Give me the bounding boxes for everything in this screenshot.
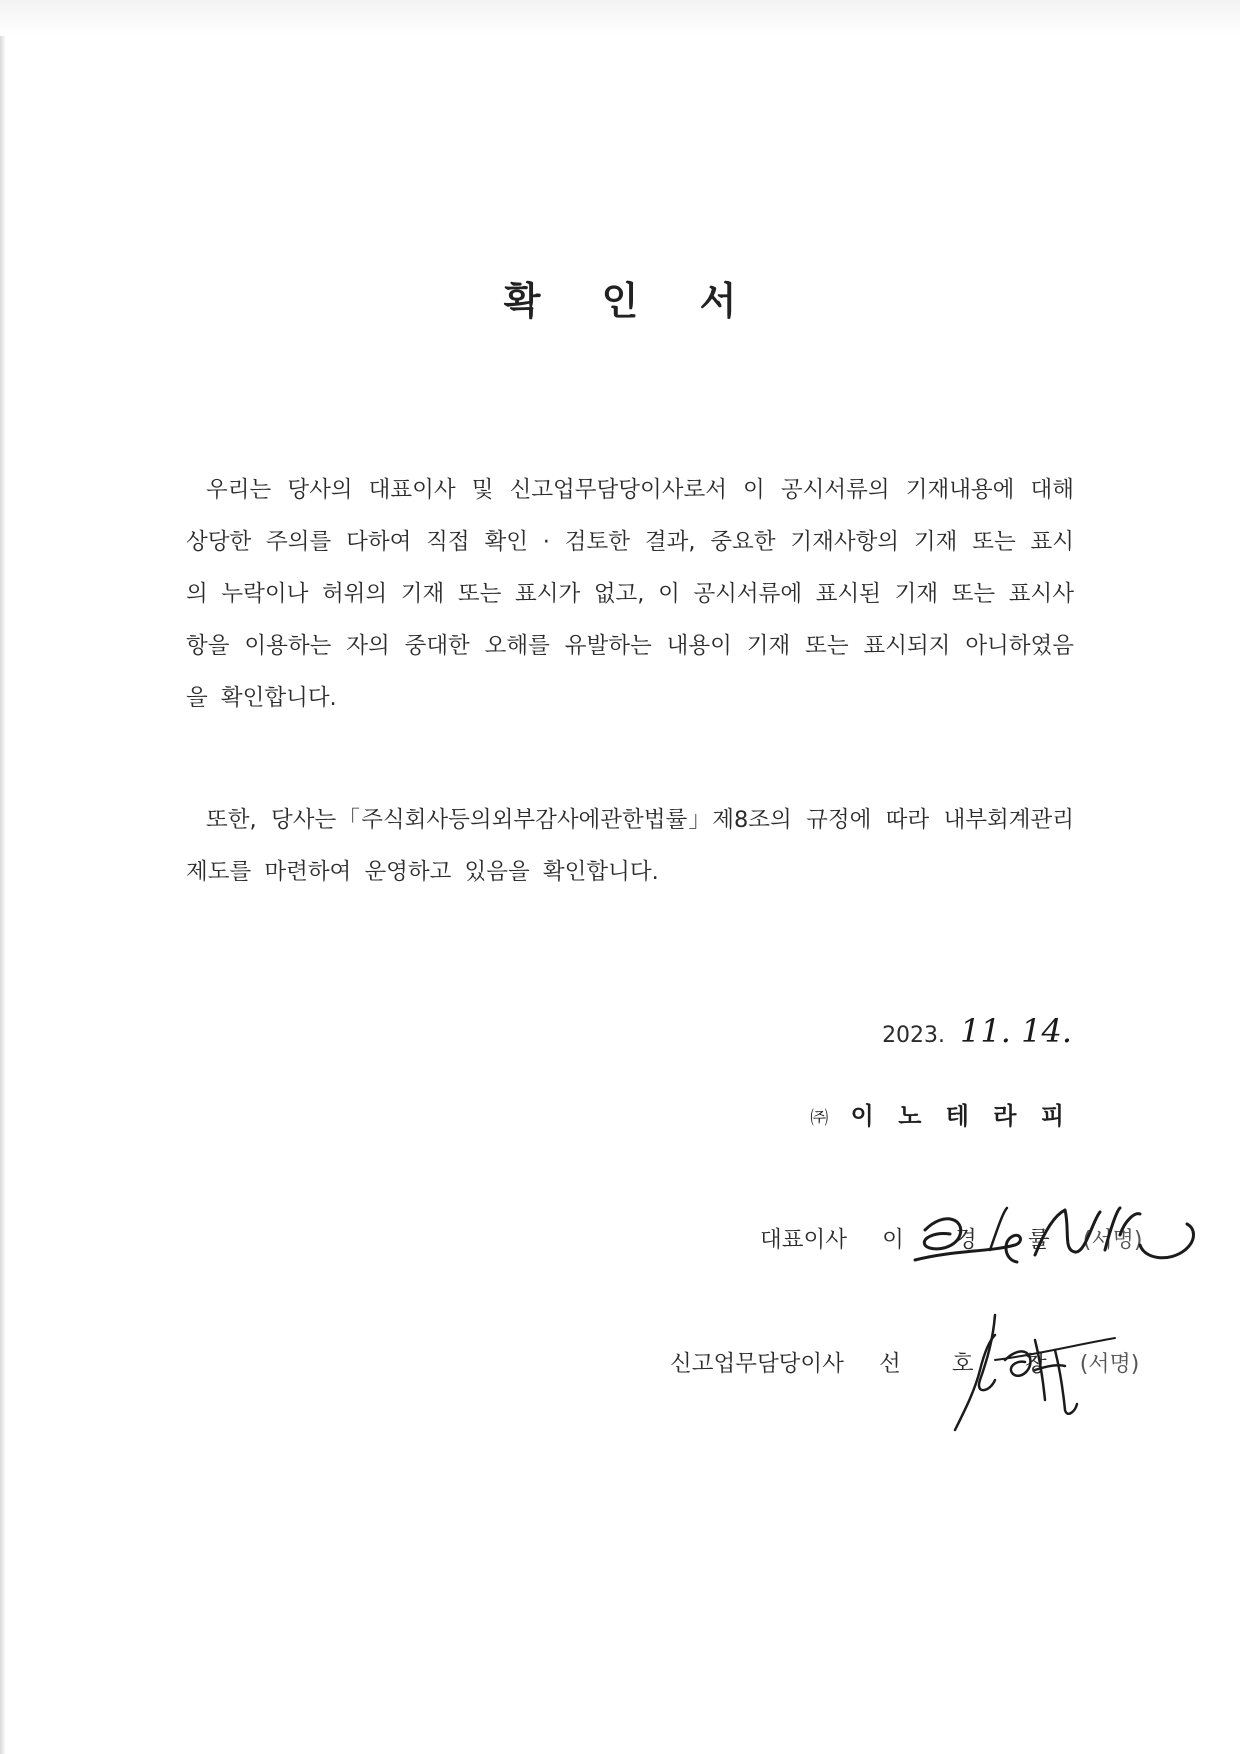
scan-edge-shadow: [0, 0, 6, 1754]
confirmation-paragraph-text: 우리는 당사의 대표이사 및 신고업무담당이사로서 이 공시서류의 기재내용에 대해 상당한 주의를 다하여 직접 확인 · 검토한 결과, 중요한 기재사항의 기재 또는 표시의 누락이나 허위의 기재 또는 표시가 없고, 이 공시서류에 표시된 기재 또는 표시사항을 이용하는 자의 중대한 오해를 유발하는 내용이 기재 또는 표시되지 아니하였음을 확인합니다.: [186, 477, 1074, 711]
date-year: 2023.: [882, 1023, 946, 1048]
document-title: 확 인 서: [503, 279, 761, 323]
internal-control-paragraph-text: 또한, 당사는「주식회사등의외부감사에관한법률」제8조의 규정에 따라 내부회계관리제도를 마련하여 운영하고 있음을 확인합니다.: [186, 807, 1074, 885]
company-name-line: [810, 1096, 1072, 1131]
confirmation-paragraph: [186, 464, 1074, 724]
scan-top-shadow: [0, 0, 1240, 36]
internal-control-paragraph: [186, 794, 1074, 898]
ceo-handwritten-signature: [905, 1190, 1205, 1285]
ceo-role: 대표이사: [760, 1227, 847, 1253]
officer-seal-note: (서명): [1079, 1352, 1140, 1377]
company-type-mark: ㈜: [810, 1108, 829, 1129]
officer-role: 신고업무담당이사: [670, 1351, 844, 1377]
ceo-name: 이 경 률: [882, 1227, 1072, 1253]
date-line: [882, 1012, 1072, 1050]
officer-name: 선 호 창: [879, 1351, 1069, 1377]
officer-handwritten-signature: [935, 1300, 1135, 1440]
company-name: 이 노 테 라 피: [850, 1102, 1072, 1130]
ceo-seal-note: (서명): [1082, 1228, 1143, 1253]
date-handwritten: 11. 14.: [960, 1012, 1072, 1050]
